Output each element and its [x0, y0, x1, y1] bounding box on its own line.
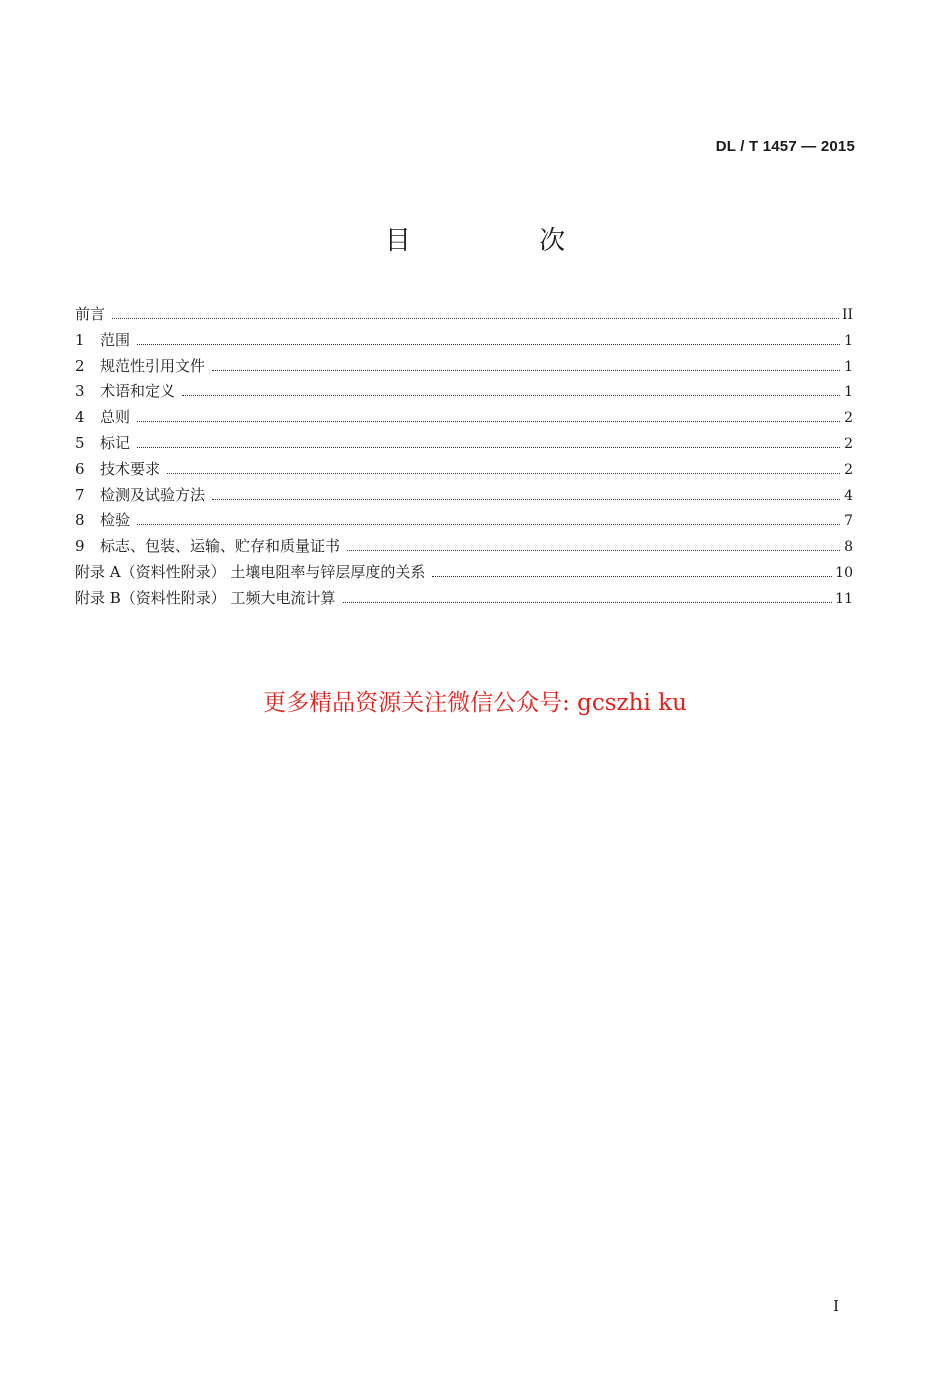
toc-entry-general[interactable] — [75, 402, 853, 428]
toc-leader-dots — [347, 550, 840, 551]
toc-entry-page: 1 — [844, 358, 853, 375]
toc-entry-number: 6 — [75, 459, 85, 478]
toc-entry-number: 8 — [75, 511, 85, 530]
toc-entry-page: 2 — [844, 410, 853, 427]
page-number: I — [833, 1297, 839, 1315]
toc-leader-dots — [137, 344, 840, 345]
toc-entry-label: 检验 — [100, 511, 131, 530]
toc-entry-label: 附录 B（资料性附录） 工频大电流计算 — [75, 588, 336, 607]
toc-entry-page: 8 — [844, 539, 853, 556]
toc-leader-dots — [432, 576, 832, 577]
toc-entry-number: 7 — [75, 485, 85, 504]
toc-entry-number: 3 — [75, 382, 85, 401]
toc-entry-label: 标记 — [100, 433, 131, 452]
toc-entry-label: 标志、包装、运输、贮存和质量证书 — [100, 537, 341, 556]
toc-entry-label: 前言 — [75, 305, 106, 323]
toc-entry-number: 2 — [75, 356, 85, 375]
toc-leader-dots — [112, 318, 839, 319]
toc-entry-packaging-transport[interactable] — [75, 531, 853, 557]
toc-entry-number: 4 — [75, 408, 85, 427]
toc-entry-page: 10 — [835, 564, 853, 581]
toc-entry-test-methods[interactable] — [75, 480, 853, 506]
toc-entry-number: 5 — [75, 433, 85, 452]
toc-entry-label: 检测及试验方法 — [100, 485, 206, 504]
toc-entry-foreword[interactable] — [75, 299, 853, 325]
toc-entry-appendix-b[interactable] — [75, 583, 853, 609]
toc-leader-dots — [182, 395, 840, 396]
toc-entry-label: 技术要求 — [100, 459, 161, 478]
toc-entry-number: 1 — [75, 330, 85, 349]
toc-entry-normative-references[interactable] — [75, 351, 853, 377]
toc-entry-page: 2 — [844, 435, 853, 452]
toc-entry-label: 术语和定义 — [100, 382, 176, 401]
toc-leader-dots — [343, 602, 833, 603]
toc-entry-terms-definitions[interactable] — [75, 376, 853, 402]
standard-code: DL / T 1457 — 2015 — [715, 138, 855, 155]
toc-leader-dots — [212, 370, 840, 371]
toc-leader-dots — [167, 473, 840, 474]
toc-entry-page: 1 — [844, 384, 853, 401]
toc-entry-marking[interactable] — [75, 428, 853, 454]
toc-entry-label: 总则 — [100, 408, 131, 427]
toc-entry-page: 2 — [844, 461, 853, 478]
toc-entry-label: 规范性引用文件 — [100, 356, 206, 375]
toc-entry-technical-requirements[interactable] — [75, 454, 853, 480]
toc-entry-label: 范围 — [100, 330, 131, 349]
promo-watermark-text: 更多精品资源关注微信公众号: gcszhi ku — [263, 690, 687, 716]
toc-entry-inspection[interactable] — [75, 505, 853, 531]
table-of-contents — [75, 299, 853, 609]
toc-entry-label: 附录 A（资料性附录） 土壤电阻率与锌层厚度的关系 — [75, 562, 426, 581]
toc-entry-page: II — [841, 307, 853, 323]
toc-entry-page: 1 — [844, 332, 853, 349]
toc-leader-dots — [212, 499, 840, 500]
toc-leader-dots — [137, 447, 840, 448]
toc-entry-number: 9 — [75, 537, 85, 556]
toc-entry-scope[interactable] — [75, 325, 853, 351]
toc-entry-page: 11 — [835, 590, 853, 607]
toc-leader-dots — [137, 524, 840, 525]
toc-entry-appendix-a[interactable] — [75, 557, 853, 583]
toc-entry-page: 4 — [844, 487, 853, 504]
toc-leader-dots — [137, 421, 840, 422]
page-title: 目 次 — [384, 226, 626, 256]
toc-entry-page: 7 — [844, 513, 853, 530]
